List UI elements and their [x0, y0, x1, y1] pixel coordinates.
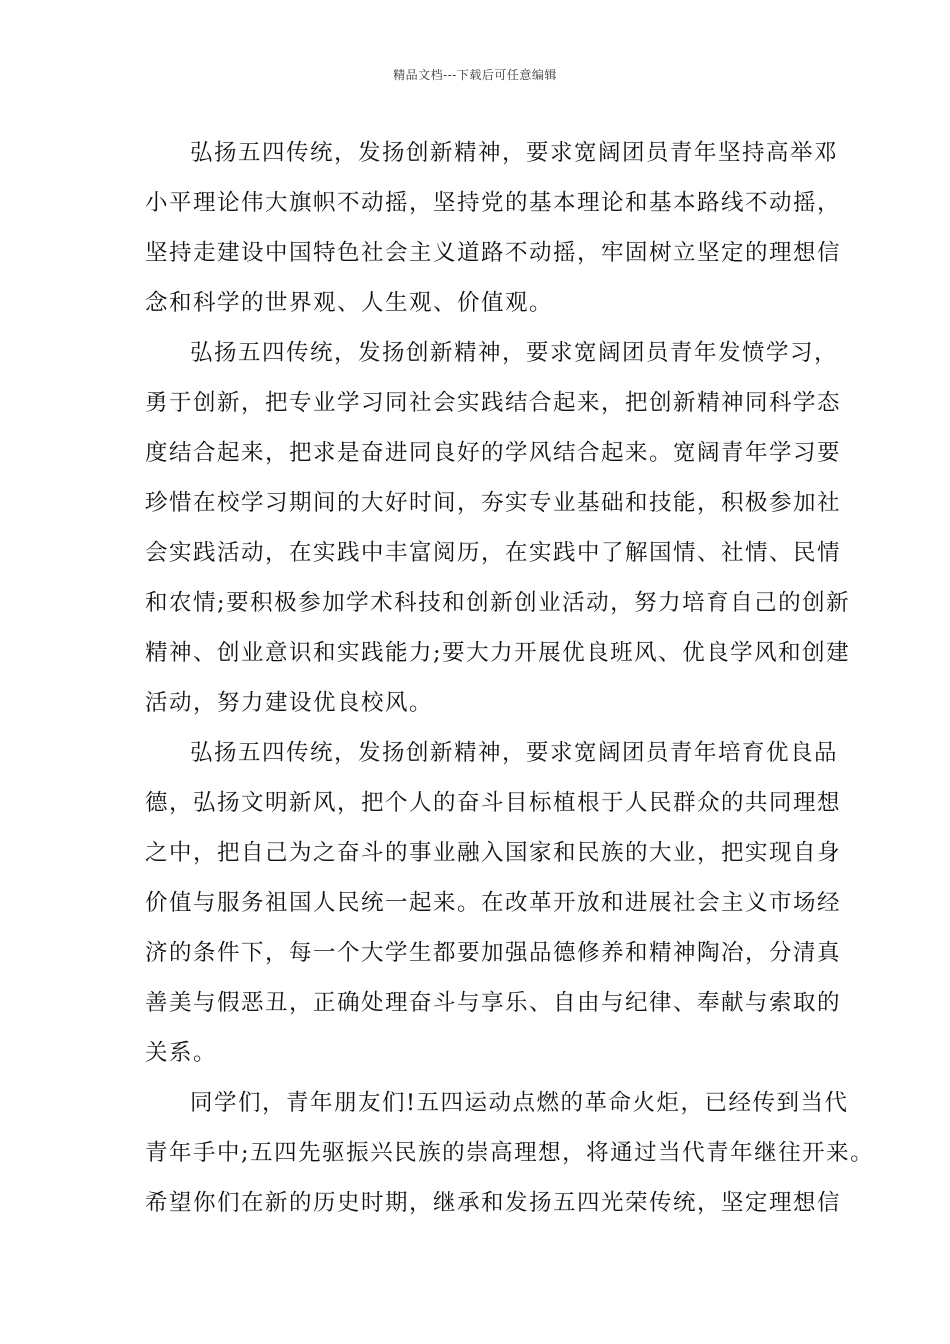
text-line: 希望你们在新的历史时期，继承和发扬五四光荣传统，坚定理想信: [145, 1190, 842, 1216]
text-line: 坚持走建设中国特色社会主义道路不动摇，牢固树立坚定的理想信: [145, 240, 842, 266]
text-line: 度结合起来，把求是奋进同良好的学风结合起来。宽阔青年学习要: [145, 440, 842, 466]
text-line: 勇于创新，把专业学习同社会实践结合起来，把创新精神同科学态: [145, 390, 842, 416]
text-line: 济的条件下，每一个大学生都要加强品德修养和精神陶冶，分清真: [145, 940, 842, 966]
text-line: 念和科学的世界观、人生观、价值观。: [145, 290, 554, 316]
text-line: 精神、创业意识和实践能力;要大力开展优良班风、优良学风和创建: [145, 640, 851, 666]
text-line: 德，弘扬文明新风，把个人的奋斗目标植根于人民群众的共同理想: [145, 790, 842, 816]
text-line: 同学们，青年朋友们!五四运动点燃的革命火炬，已经传到当代: [190, 1090, 849, 1116]
text-line: 价值与服务祖国人民统一起来。在改革开放和进展社会主义市场经: [145, 890, 842, 916]
text-line: 会实践活动，在实践中丰富阅历，在实践中了解国情、社情、民情: [145, 540, 842, 566]
text-line: 弘扬五四传统，发扬创新精神，要求宽阔团员青年发愤学习，: [190, 340, 839, 366]
text-line: 青年手中;五四先驱振兴民族的崇高理想，将通过当代青年继往开来。: [145, 1140, 875, 1166]
text-line: 善美与假恶丑，正确处理奋斗与享乐、自由与纪律、奉献与索取的: [145, 990, 842, 1016]
document-body: [145, 128, 875, 1228]
text-line: 活动，努力建设优良校风。: [145, 690, 434, 716]
paragraph-2: [145, 328, 851, 728]
paragraph-4: [145, 1078, 875, 1228]
text-line: 小平理论伟大旗帜不动摇，坚持党的基本理论和基本路线不动摇，: [145, 190, 842, 216]
text-line: 珍惜在校学习期间的大好时间，夯实专业基础和技能，积极参加社: [145, 490, 842, 516]
text-line: 之中，把自己为之奋斗的事业融入国家和民族的大业，把实现自身: [145, 840, 842, 866]
paragraph-3: [145, 728, 842, 1078]
text-line: 和农情;要积极参加学术科技和创新创业活动，努力培育自己的创新: [145, 590, 851, 616]
text-line: 弘扬五四传统，发扬创新精神，要求宽阔团员青年培育优良品: [190, 740, 839, 766]
text-line: 关系。: [145, 1040, 218, 1066]
page-header: 精品文档---下载后可任意编辑: [393, 68, 557, 82]
text-line: 弘扬五四传统，发扬创新精神，要求宽阔团员青年坚持高举邓: [190, 140, 839, 166]
paragraph-1: [145, 128, 842, 328]
